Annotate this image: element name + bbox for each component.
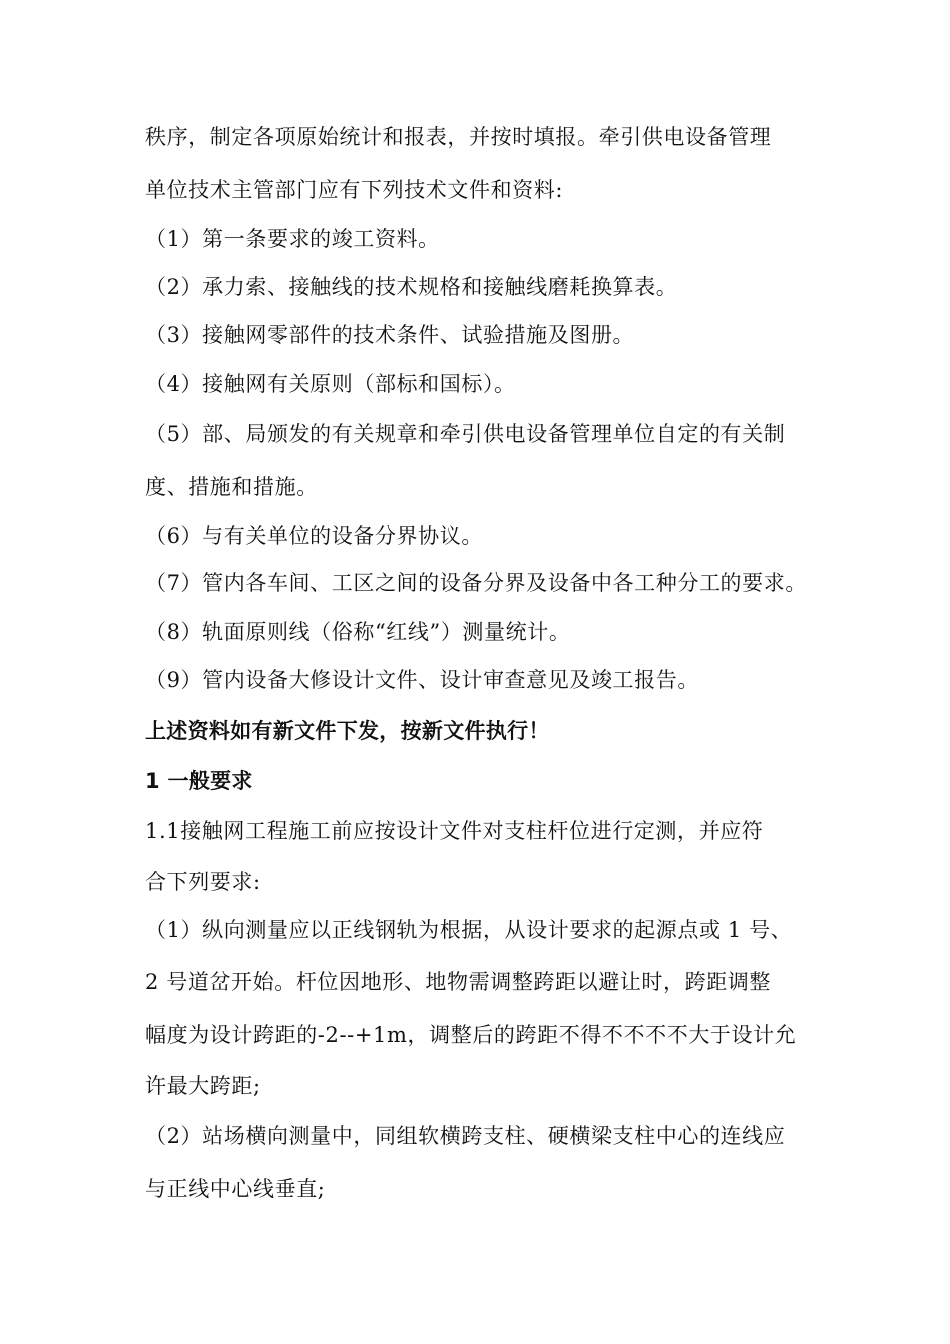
list-item-2: （2）承力索、接触线的技术规格和接触线磨耗换算表。 <box>145 275 678 299</box>
list-item-5-continued: 度、措施和措施。 <box>145 475 318 499</box>
requirement-item-1-continued: 幅度为设计跨距的-2--+1m，调整后的跨距不得不不不不大于设计允 <box>145 1023 797 1047</box>
clause-1-1: 1.1接触网工程施工前应按设计文件对支柱杆位进行定测，并应符 <box>145 819 764 843</box>
clause-1-1-continued: 合下列要求: <box>145 870 261 894</box>
requirement-item-2-continued: 与正线中心线垂直; <box>145 1177 326 1201</box>
list-item-1: （1）第一条要求的竣工资料。 <box>145 227 440 251</box>
section-heading: 1 一般要求 <box>145 769 253 793</box>
bold-notice: 上述资料如有新文件下发，按新文件执行！ <box>145 719 550 743</box>
requirement-item-1-continued: 2 号道岔开始。杆位因地形、地物需调整跨距以避让时，跨距调整 <box>145 970 772 994</box>
list-item-9: （9）管内设备大修设计文件、设计审查意见及竣工报告。 <box>145 668 699 692</box>
list-item-6: （6）与有关单位的设备分界协议。 <box>145 524 483 548</box>
paragraph-line: 单位技术主管部门应有下列技术文件和资料: <box>145 178 564 202</box>
list-item-5: （5）部、局颁发的有关规章和牵引供电设备管理单位自定的有关制 <box>145 422 786 446</box>
list-item-3: （3）接触网零部件的技术条件、试验措施及图册。 <box>145 323 635 347</box>
paragraph-line: 秩序，制定各项原始统计和报表，并按时填报。牵引供电设备管理 <box>145 125 772 149</box>
requirement-item-1-continued: 许最大跨距; <box>145 1074 261 1098</box>
list-item-4: （4）接触网有关原则（部标和国标）。 <box>145 372 516 396</box>
requirement-item-1: （1）纵向测量应以正线钢轨为根据，从设计要求的起源点或 1 号、 <box>145 918 793 942</box>
list-item-7: （7）管内各车间、工区之间的设备分界及设备中各工种分工的要求。 <box>145 571 807 595</box>
list-item-8: （8）轨面原则线（俗称“红线”）测量统计。 <box>145 620 571 644</box>
requirement-item-2: （2）站场横向测量中，同组软横跨支柱、硬横梁支柱中心的连线应 <box>145 1124 786 1148</box>
